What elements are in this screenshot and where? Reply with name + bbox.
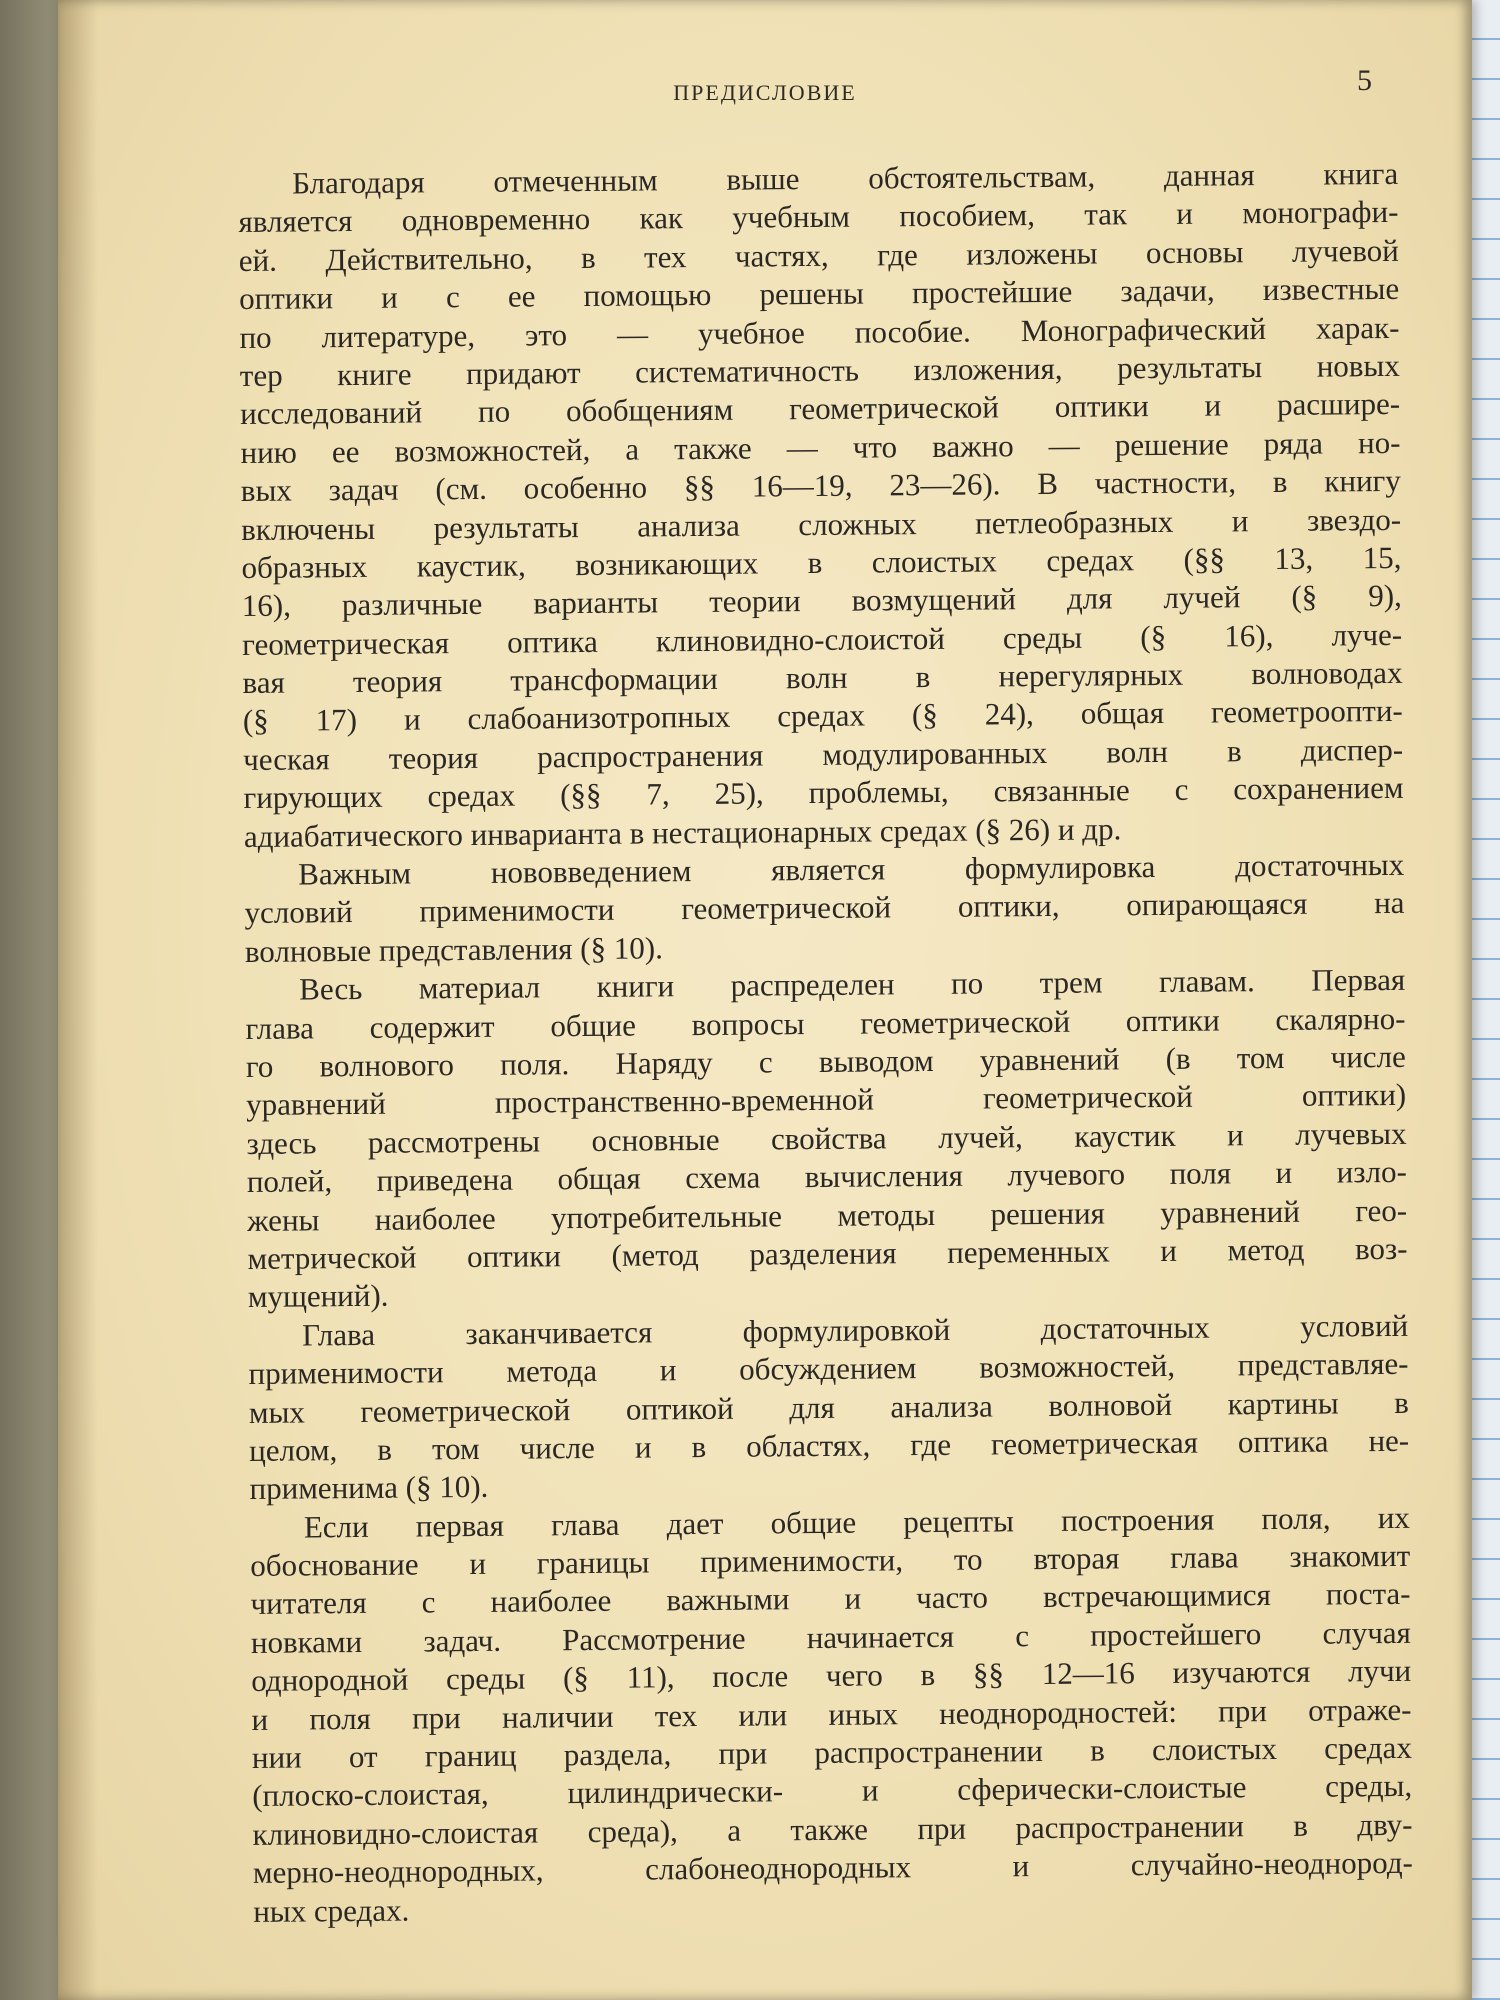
paragraph bbox=[238, 155, 1404, 856]
text-line: го волнового поля. Наряду с выводом уравнений (в том числе bbox=[245, 1038, 1406, 1084]
text-line: применимости метода и обсуждением возможностей, представляе- bbox=[248, 1345, 1409, 1392]
text-line: полей, приведена общая схема вычисления лучевого поля и изло- bbox=[246, 1153, 1407, 1200]
text-line: читателя с наиболее важными и часто встречающимися поста- bbox=[250, 1576, 1411, 1622]
text-line: и поля при наличии тех или иных неоднородностей: при отраже- bbox=[251, 1691, 1412, 1737]
text-line: мерно-неоднородных, слабонеоднородных и случайно-неоднород- bbox=[252, 1845, 1414, 1891]
running-head: ПРЕДИСЛОВИЕ bbox=[673, 80, 857, 105]
book-page bbox=[58, 0, 1472, 2000]
text-line: здесь рассмотрены основные свойства лучей, каустик и лучевых bbox=[246, 1115, 1407, 1161]
text-line: ческая теория распространения модулированных волн в диспер- bbox=[243, 731, 1404, 777]
text-line: целом, в том числе и в областях, где геометрическая оптика не- bbox=[249, 1422, 1410, 1468]
text-line: клиновидно-слоистая среда), а также при распространении в дву- bbox=[252, 1806, 1413, 1852]
paragraph bbox=[250, 1498, 1414, 1930]
text-line: Если первая глава дает общие рецепты построения поля, их bbox=[303, 1499, 1410, 1545]
text-line: Весь материал книги распределен по трем главам. Первая bbox=[299, 962, 1406, 1007]
text-line: геометрическая оптика клиновидно-слоистой среды (§ 16), луче- bbox=[242, 616, 1403, 662]
paragraph bbox=[248, 1307, 1410, 1509]
text-line: ных средах. bbox=[253, 1892, 410, 1929]
page-gutter-shadow bbox=[58, 0, 98, 2000]
paragraph bbox=[244, 846, 1405, 971]
text-line: ей. Действительно, в тех частях, где изложены основы лучевой bbox=[238, 232, 1399, 278]
text-line: условий применимости геометрической оптики, опирающаяся на bbox=[244, 885, 1405, 931]
text-line: адиабатического инварианта в нестационарных средах (§ 26) и др. bbox=[243, 810, 1122, 854]
text-line: Глава заканчивается формулировкой достаточных условий bbox=[302, 1307, 1409, 1353]
text-line: однородной среды (§ 11), после чего в §§ 12—16 изучаются лучи bbox=[251, 1653, 1412, 1699]
text-line: вая теория трансформации волн в нерегулярных волноводах bbox=[242, 654, 1403, 701]
text-line: вых задач (см. особенно §§ 16—19, 23—26). В частности, в книгу bbox=[240, 462, 1401, 509]
text-line: волновые представления (§ 10). bbox=[244, 930, 664, 969]
text-line: новками задач. Рассмотрение начинается с простейшего случая bbox=[250, 1614, 1412, 1660]
paragraph bbox=[245, 961, 1408, 1317]
text-line: метрической оптики (метод разделения переменных и метод воз- bbox=[247, 1230, 1408, 1276]
text-line: мущений). bbox=[247, 1278, 389, 1315]
text-line: (§ 17) и слабоанизотропных средах (§ 24), общая геометроопти- bbox=[242, 693, 1403, 739]
text-line: мых геометрической оптикой для анализа волновой картины в bbox=[248, 1384, 1409, 1430]
text-line: применима (§ 10). bbox=[249, 1469, 489, 1507]
text-line: включены результаты анализа сложных петлеобразных и звездо- bbox=[241, 501, 1402, 547]
text-line: оптики и с ее помощью решены простейшие задачи, известные bbox=[239, 271, 1400, 317]
text-line: 16), различные варианты теории возмущений для лучей (§ 9), bbox=[241, 578, 1402, 624]
text-line: образных каустик, возникающих в слоистых средах (§§ 13, 15, bbox=[241, 539, 1402, 585]
text-line: исследований по обобщениям геометрической оптики и расшире- bbox=[240, 386, 1401, 432]
text-line: является одновременно как учебным пособием, так и монографи- bbox=[238, 194, 1399, 240]
text-line: нию ее возможностей, а также — что важно — решение ряда но- bbox=[240, 424, 1401, 470]
text-line: гирующих средах (§§ 7, 25), проблемы, связанные с сохранением bbox=[243, 770, 1404, 816]
text-line: нии от границ раздела, при распространении в слоистых средах bbox=[251, 1729, 1413, 1775]
text-line: (плоско-слоистая, цилиндрически- и сферически-слоистые среды, bbox=[252, 1768, 1413, 1814]
body-text bbox=[238, 155, 1413, 1931]
text-line: тер книге придают систематичность изложения, результаты новых bbox=[239, 347, 1400, 393]
text-line: обоснование и границы применимости, то вторая глава знакомит bbox=[250, 1537, 1411, 1584]
text-line: по литературе, это — учебное пособие. Монографический харак- bbox=[239, 309, 1400, 355]
text-line: глава содержит общие вопросы геометрической оптики скалярно- bbox=[245, 1000, 1406, 1046]
text-line: Важным нововведением является формулировка достаточных bbox=[298, 846, 1405, 892]
text-line: Благодаря отмеченным выше обстоятельствам, данная книга bbox=[292, 155, 1399, 201]
text-line: жены наиболее употребительные методы решения уравнений гео- bbox=[247, 1192, 1408, 1238]
text-line: уравнений пространственно-временной геометрической оптики) bbox=[246, 1077, 1407, 1123]
page-number: 5 bbox=[1357, 64, 1372, 97]
